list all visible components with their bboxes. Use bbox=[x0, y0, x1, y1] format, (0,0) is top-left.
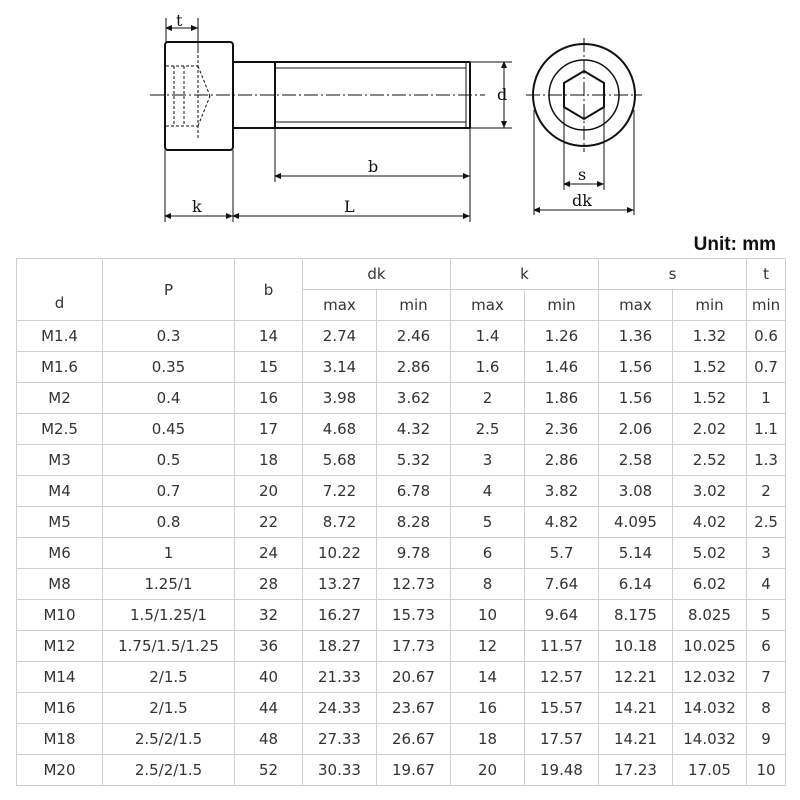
dim-k-L bbox=[165, 150, 470, 222]
table-row bbox=[17, 693, 786, 724]
cell-k-min: 1.86 bbox=[525, 383, 599, 414]
cell-P: 0.7 bbox=[103, 476, 235, 507]
cell-t-min: 5 bbox=[747, 600, 786, 631]
cell-d: M12 bbox=[17, 631, 103, 662]
cell-s-min: 14.032 bbox=[673, 724, 747, 755]
cell-dk-min: 17.73 bbox=[377, 631, 451, 662]
cell-dk-max: 2.74 bbox=[303, 321, 377, 352]
cell-dk-max: 16.27 bbox=[303, 600, 377, 631]
label-dk: dk bbox=[572, 191, 592, 210]
cell-P: 2/1.5 bbox=[103, 662, 235, 693]
cell-dk-max: 24.33 bbox=[303, 693, 377, 724]
cell-k-max: 10 bbox=[451, 600, 525, 631]
cell-k-min: 5.7 bbox=[525, 538, 599, 569]
cell-s-min: 3.02 bbox=[673, 476, 747, 507]
header-d: d bbox=[17, 259, 103, 321]
cell-t-min: 1.3 bbox=[747, 445, 786, 476]
table-row bbox=[17, 383, 786, 414]
unit-label: Unit: mm bbox=[693, 234, 776, 255]
cell-t-min: 2 bbox=[747, 476, 786, 507]
cell-b: 17 bbox=[235, 414, 303, 445]
cell-t-min: 1 bbox=[747, 383, 786, 414]
cell-b: 28 bbox=[235, 569, 303, 600]
cell-P: 2.5/2/1.5 bbox=[103, 724, 235, 755]
dimension-table bbox=[16, 258, 786, 786]
cell-dk-min: 5.32 bbox=[377, 445, 451, 476]
cell-dk-max: 7.22 bbox=[303, 476, 377, 507]
header-k: k bbox=[451, 259, 599, 290]
cell-dk-max: 8.72 bbox=[303, 507, 377, 538]
cell-t-min: 7 bbox=[747, 662, 786, 693]
cell-dk-max: 4.68 bbox=[303, 414, 377, 445]
header-k-max: max bbox=[451, 290, 525, 321]
cell-P: 2/1.5 bbox=[103, 693, 235, 724]
label-k: k bbox=[192, 197, 202, 216]
cell-k-max: 3 bbox=[451, 445, 525, 476]
cell-P: 0.5 bbox=[103, 445, 235, 476]
cell-d: M18 bbox=[17, 724, 103, 755]
cell-s-max: 1.56 bbox=[599, 352, 673, 383]
cell-k-min: 3.82 bbox=[525, 476, 599, 507]
cell-b: 40 bbox=[235, 662, 303, 693]
label-L: L bbox=[344, 197, 355, 216]
cell-P: 1.25/1 bbox=[103, 569, 235, 600]
cell-s-max: 1.56 bbox=[599, 383, 673, 414]
cell-s-max: 17.23 bbox=[599, 755, 673, 786]
cell-t-min: 0.6 bbox=[747, 321, 786, 352]
cell-t-min: 6 bbox=[747, 631, 786, 662]
cell-d: M2 bbox=[17, 383, 103, 414]
cell-dk-max: 3.14 bbox=[303, 352, 377, 383]
header-dk-max: max bbox=[303, 290, 377, 321]
cell-s-max: 8.175 bbox=[599, 600, 673, 631]
cell-dk-max: 13.27 bbox=[303, 569, 377, 600]
cell-k-max: 8 bbox=[451, 569, 525, 600]
cell-k-min: 15.57 bbox=[525, 693, 599, 724]
table-row bbox=[17, 724, 786, 755]
cell-k-max: 1.6 bbox=[451, 352, 525, 383]
cell-dk-min: 9.78 bbox=[377, 538, 451, 569]
cell-t-min: 9 bbox=[747, 724, 786, 755]
cell-P: 0.4 bbox=[103, 383, 235, 414]
table-row bbox=[17, 600, 786, 631]
header-b: b bbox=[235, 259, 303, 321]
cell-b: 36 bbox=[235, 631, 303, 662]
cell-k-max: 14 bbox=[451, 662, 525, 693]
cell-dk-max: 30.33 bbox=[303, 755, 377, 786]
socket-head-cap-screw-drawing bbox=[0, 0, 800, 230]
cell-dk-min: 3.62 bbox=[377, 383, 451, 414]
cell-b: 22 bbox=[235, 507, 303, 538]
header-s: s bbox=[599, 259, 747, 290]
header-P: P bbox=[103, 259, 235, 321]
cell-k-min: 1.46 bbox=[525, 352, 599, 383]
cell-s-min: 10.025 bbox=[673, 631, 747, 662]
cell-P: 1 bbox=[103, 538, 235, 569]
table-row bbox=[17, 352, 786, 383]
cell-P: 2.5/2/1.5 bbox=[103, 755, 235, 786]
cell-s-max: 14.21 bbox=[599, 693, 673, 724]
cell-dk-min: 23.67 bbox=[377, 693, 451, 724]
cell-b: 15 bbox=[235, 352, 303, 383]
cell-dk-max: 10.22 bbox=[303, 538, 377, 569]
cell-t-min: 8 bbox=[747, 693, 786, 724]
table-row bbox=[17, 476, 786, 507]
cell-t-min: 1.1 bbox=[747, 414, 786, 445]
header-dk-min: min bbox=[377, 290, 451, 321]
cell-b: 14 bbox=[235, 321, 303, 352]
cell-s-max: 3.08 bbox=[599, 476, 673, 507]
cell-k-min: 9.64 bbox=[525, 600, 599, 631]
cell-s-min: 1.32 bbox=[673, 321, 747, 352]
table-row bbox=[17, 662, 786, 693]
cell-b: 32 bbox=[235, 600, 303, 631]
cell-d: M10 bbox=[17, 600, 103, 631]
cell-k-max: 4 bbox=[451, 476, 525, 507]
cell-d: M5 bbox=[17, 507, 103, 538]
cell-b: 44 bbox=[235, 693, 303, 724]
cell-k-max: 20 bbox=[451, 755, 525, 786]
cell-s-max: 4.095 bbox=[599, 507, 673, 538]
cell-k-min: 1.26 bbox=[525, 321, 599, 352]
cell-s-max: 14.21 bbox=[599, 724, 673, 755]
cell-k-max: 5 bbox=[451, 507, 525, 538]
cell-k-min: 19.48 bbox=[525, 755, 599, 786]
cell-t-min: 2.5 bbox=[747, 507, 786, 538]
screw-head-outline bbox=[165, 42, 233, 150]
cell-dk-min: 4.32 bbox=[377, 414, 451, 445]
cell-P: 0.35 bbox=[103, 352, 235, 383]
cell-dk-min: 2.46 bbox=[377, 321, 451, 352]
cell-s-max: 2.58 bbox=[599, 445, 673, 476]
cell-t-min: 10 bbox=[747, 755, 786, 786]
cell-k-min: 2.86 bbox=[525, 445, 599, 476]
cell-d: M1.6 bbox=[17, 352, 103, 383]
table-row bbox=[17, 569, 786, 600]
cell-dk-min: 6.78 bbox=[377, 476, 451, 507]
cell-k-max: 2.5 bbox=[451, 414, 525, 445]
cell-k-min: 2.36 bbox=[525, 414, 599, 445]
cell-dk-min: 20.67 bbox=[377, 662, 451, 693]
cell-k-min: 17.57 bbox=[525, 724, 599, 755]
cell-P: 1.75/1.5/1.25 bbox=[103, 631, 235, 662]
cell-s-min: 1.52 bbox=[673, 352, 747, 383]
cell-d: M14 bbox=[17, 662, 103, 693]
cell-d: M8 bbox=[17, 569, 103, 600]
table-row bbox=[17, 631, 786, 662]
table-row bbox=[17, 414, 786, 445]
cell-s-min: 4.02 bbox=[673, 507, 747, 538]
cell-b: 24 bbox=[235, 538, 303, 569]
cell-s-max: 1.36 bbox=[599, 321, 673, 352]
screw-side-view bbox=[165, 42, 470, 150]
cell-dk-max: 18.27 bbox=[303, 631, 377, 662]
cell-dk-max: 5.68 bbox=[303, 445, 377, 476]
label-t: t bbox=[176, 11, 183, 30]
cell-k-min: 4.82 bbox=[525, 507, 599, 538]
header-t-min: min bbox=[747, 290, 786, 321]
cell-k-max: 16 bbox=[451, 693, 525, 724]
cell-s-max: 10.18 bbox=[599, 631, 673, 662]
cell-s-max: 6.14 bbox=[599, 569, 673, 600]
cell-d: M6 bbox=[17, 538, 103, 569]
cell-s-min: 17.05 bbox=[673, 755, 747, 786]
cell-dk-min: 12.73 bbox=[377, 569, 451, 600]
cell-dk-min: 26.67 bbox=[377, 724, 451, 755]
header-dk: dk bbox=[303, 259, 451, 290]
label-b: b bbox=[368, 157, 379, 176]
cell-k-min: 7.64 bbox=[525, 569, 599, 600]
cell-k-max: 6 bbox=[451, 538, 525, 569]
cell-dk-max: 3.98 bbox=[303, 383, 377, 414]
cell-s-min: 2.02 bbox=[673, 414, 747, 445]
cell-k-min: 12.57 bbox=[525, 662, 599, 693]
cell-s-min: 5.02 bbox=[673, 538, 747, 569]
cell-k-max: 12 bbox=[451, 631, 525, 662]
cell-dk-min: 19.67 bbox=[377, 755, 451, 786]
cell-dk-min: 15.73 bbox=[377, 600, 451, 631]
cell-s-min: 14.032 bbox=[673, 693, 747, 724]
cell-k-max: 18 bbox=[451, 724, 525, 755]
cell-k-min: 11.57 bbox=[525, 631, 599, 662]
cell-d: M4 bbox=[17, 476, 103, 507]
cell-s-min: 12.032 bbox=[673, 662, 747, 693]
table-row bbox=[17, 321, 786, 352]
cell-k-max: 1.4 bbox=[451, 321, 525, 352]
label-d: d bbox=[497, 85, 508, 104]
cell-b: 16 bbox=[235, 383, 303, 414]
cell-P: 0.45 bbox=[103, 414, 235, 445]
cell-b: 52 bbox=[235, 755, 303, 786]
table-row bbox=[17, 755, 786, 786]
cell-dk-min: 2.86 bbox=[377, 352, 451, 383]
table-header-row bbox=[17, 259, 786, 290]
cell-d: M2.5 bbox=[17, 414, 103, 445]
cell-s-max: 5.14 bbox=[599, 538, 673, 569]
cell-P: 0.8 bbox=[103, 507, 235, 538]
header-s-max: max bbox=[599, 290, 673, 321]
cell-t-min: 4 bbox=[747, 569, 786, 600]
cell-s-min: 2.52 bbox=[673, 445, 747, 476]
cell-dk-max: 27.33 bbox=[303, 724, 377, 755]
cell-P: 0.3 bbox=[103, 321, 235, 352]
cell-s-max: 12.21 bbox=[599, 662, 673, 693]
cell-k-max: 2 bbox=[451, 383, 525, 414]
cell-b: 18 bbox=[235, 445, 303, 476]
header-k-min: min bbox=[525, 290, 599, 321]
header-t: t bbox=[747, 259, 786, 290]
cell-P: 1.5/1.25/1 bbox=[103, 600, 235, 631]
cell-d: M1.4 bbox=[17, 321, 103, 352]
cell-dk-min: 8.28 bbox=[377, 507, 451, 538]
table-row bbox=[17, 445, 786, 476]
cell-s-min: 8.025 bbox=[673, 600, 747, 631]
cell-t-min: 0.7 bbox=[747, 352, 786, 383]
table-row bbox=[17, 507, 786, 538]
cell-s-min: 6.02 bbox=[673, 569, 747, 600]
table-row bbox=[17, 538, 786, 569]
label-s: s bbox=[578, 165, 587, 184]
cell-s-min: 1.52 bbox=[673, 383, 747, 414]
cell-d: M3 bbox=[17, 445, 103, 476]
cell-b: 48 bbox=[235, 724, 303, 755]
cell-t-min: 3 bbox=[747, 538, 786, 569]
header-s-min: min bbox=[673, 290, 747, 321]
cell-s-max: 2.06 bbox=[599, 414, 673, 445]
cell-d: M16 bbox=[17, 693, 103, 724]
cell-b: 20 bbox=[235, 476, 303, 507]
cell-dk-max: 21.33 bbox=[303, 662, 377, 693]
cell-d: M20 bbox=[17, 755, 103, 786]
